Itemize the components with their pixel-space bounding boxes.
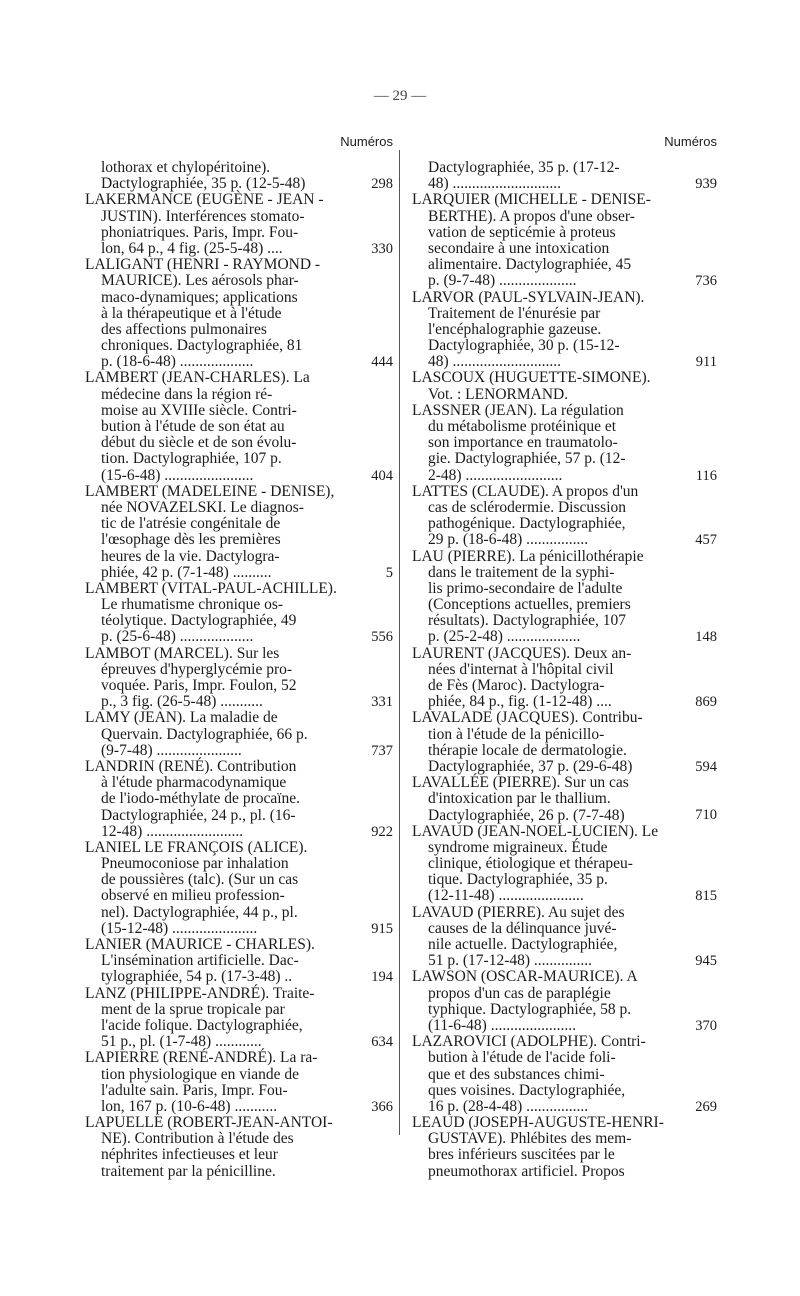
entry-text-line: nées d'internat à l'hôpital civil xyxy=(428,660,614,678)
entry-text-line: (Conceptions actuelles, premiers xyxy=(428,596,631,614)
column-divider xyxy=(399,150,400,1135)
entry-text-line: typhique. Dactylographiée, 58 p. xyxy=(428,1000,632,1018)
entry-number: 330 xyxy=(371,240,393,257)
entry-text-line: GUSTAVE). Phlébites des mem- xyxy=(428,1130,632,1148)
entry-text-line: heures de la vie. Dactylogra- xyxy=(101,547,280,565)
entry-heading-line: LAMBOT (MARCEL). Sur les xyxy=(85,644,280,662)
entry-text-line: Le rhumatisme chronique os- xyxy=(101,596,284,614)
entry-text-line: Dactylographiée, 26 p. (7-7-48) xyxy=(428,806,625,824)
entry-text-line: pathogénique. Dactylographiée, xyxy=(428,515,626,533)
entry-heading-line: LAMBERT (JEAN-CHARLES). La xyxy=(85,369,310,387)
index-entry xyxy=(85,1050,393,1115)
index-entry xyxy=(85,484,393,581)
entry-number: 945 xyxy=(695,953,717,970)
index-entry xyxy=(412,370,717,402)
entry-text-line: (15-6-48) ....................... xyxy=(101,466,254,484)
entry-text-line: observé en milieu profession- xyxy=(101,887,285,905)
entry-text-line: gie. Dactylographiée, 57 p. (12- xyxy=(428,450,626,468)
entry-text-line: l'encéphalographie gazeuse. xyxy=(428,320,602,338)
entry-heading-line: LANZ (PHILIPPE-ANDRÉ). Traite- xyxy=(85,984,315,1002)
entry-heading-line: LAZAROVICI (ADOLPHE). Contri- xyxy=(412,1033,646,1051)
entry-text-line: BERTHE). A propos d'une obser- xyxy=(428,207,635,225)
index-entry xyxy=(412,969,717,1034)
entry-text-line: début du siècle et de son évolu- xyxy=(101,434,297,452)
entry-heading-line: Dactylographiée, 35 p. (17-12- xyxy=(428,159,620,176)
entry-text-line: maco-dynamiques; applications xyxy=(101,288,298,306)
entry-number: 5 xyxy=(385,564,393,581)
entry-text-line: tylographiée, 54 p. (17-3-48) .. xyxy=(101,968,293,986)
entry-text-line: pneumothorax artificiel. Propos xyxy=(428,1162,625,1180)
entry-text-line: téolytique. Dactylographiée, 49 xyxy=(101,612,297,630)
entry-text-line: cas de sclérodermie. Discussion xyxy=(428,498,626,516)
entry-text-line: syndrome migraineux. Étude xyxy=(428,838,608,856)
entry-text-line: 2-48) ......................... xyxy=(428,466,563,484)
entry-number: 737 xyxy=(371,742,393,759)
entry-text-line: lon, 167 p. (10-6-48) ........... xyxy=(101,1097,278,1115)
entry-text-line: 12-48) ......................... xyxy=(101,822,244,840)
index-entry xyxy=(85,257,393,370)
left-column xyxy=(85,134,393,1180)
index-entry xyxy=(412,192,717,289)
index-entry xyxy=(85,646,393,711)
entry-text-line: Traitement de l'énurésie par xyxy=(428,304,601,322)
index-entry xyxy=(412,290,717,371)
entry-text-line: thérapie locale de dermatologie. xyxy=(428,741,627,759)
entry-number: 911 xyxy=(695,354,717,371)
entry-text-line: (11-6-48) ...................... xyxy=(428,1016,576,1034)
entry-text-line: que et des substances chimi- xyxy=(428,1065,605,1083)
entry-text-line: traitement par la pénicilline. xyxy=(101,1162,276,1180)
entry-text-line: p. (25-6-48) ................... xyxy=(101,628,254,646)
index-entry xyxy=(85,581,393,646)
index-entry xyxy=(85,986,393,1051)
entry-text-line: à la thérapeutique et à l'étude xyxy=(101,304,282,322)
entry-heading-line: LAURENT (JACQUES). Deux an- xyxy=(412,644,632,662)
index-entry xyxy=(412,646,717,711)
entry-text-line: de Fès (Maroc). Dactylogra- xyxy=(428,677,605,694)
entry-number: 404 xyxy=(371,467,393,484)
entry-text-line: médecine dans la région ré- xyxy=(101,385,273,403)
entry-text-line: bres inférieurs suscitées par le xyxy=(428,1146,615,1164)
entry-text-line: propos d'un cas de paraplégie xyxy=(428,984,611,1002)
entry-number: 915 xyxy=(371,920,393,937)
index-entry xyxy=(85,370,393,483)
index-entry xyxy=(412,1034,717,1115)
entry-text-line: Dactylographiée, 24 p., pl. (16- xyxy=(101,806,296,824)
index-entry xyxy=(85,710,393,759)
entry-text-line: Vot. : LENORMAND. xyxy=(428,385,569,403)
entry-number: 710 xyxy=(695,807,717,824)
entry-text-line: l'œsophage dès les premières xyxy=(101,531,281,549)
entry-text-line: causes de la délinquance juvé- xyxy=(428,919,617,937)
entry-number: 444 xyxy=(371,354,393,371)
entry-text-line: l'acide folique. Dactylographiée, xyxy=(101,1016,303,1034)
entry-text-line: p., 3 fig. (26-5-48) ........... xyxy=(101,693,263,711)
entry-text-line: 16 p. (28-4-48) ................ xyxy=(428,1097,589,1115)
index-entry xyxy=(412,160,717,192)
entry-text-line: L'insémination artificielle. Dac- xyxy=(101,952,299,970)
entry-text-line: néphrites infectieuses et leur xyxy=(101,1146,278,1164)
index-entry xyxy=(412,710,717,775)
entry-number: 594 xyxy=(695,758,717,775)
entry-text-line: p. (9-7-48) .................... xyxy=(428,272,577,290)
entry-text-line: ment de la sprue tropicale par xyxy=(101,1000,285,1018)
entry-number: 370 xyxy=(695,1017,717,1034)
entry-text-line: son importance en traumatolo- xyxy=(428,434,618,452)
entry-text-line: tion à l'étude de la pénicillo- xyxy=(428,725,605,743)
entry-number: 869 xyxy=(695,694,717,711)
index-entry xyxy=(412,905,717,970)
page-number: — 29 — xyxy=(373,88,427,104)
entry-text-line: résultats). Dactylographiée, 107 xyxy=(428,612,626,630)
index-entry xyxy=(412,549,717,646)
entry-text-line: JUSTIN). Interférences stomato- xyxy=(101,207,305,225)
index-entry xyxy=(85,840,393,937)
entry-text-line: Dactylographiée, 30 p. (15-12- xyxy=(428,337,620,355)
entry-number: 736 xyxy=(695,273,717,290)
entry-heading-line: LASSNER (JEAN). La régulation xyxy=(412,401,624,419)
entry-text-line: tion physiologique en viande de xyxy=(101,1065,300,1083)
entry-number: 298 xyxy=(371,176,393,193)
entry-text-line: tic de l'atrésie congénitale de xyxy=(101,515,281,533)
entry-number: 922 xyxy=(371,823,393,840)
entry-heading-line: LAVALLÉE (PIERRE). Sur un cas xyxy=(412,774,629,792)
entry-text-line: 48) ............................ xyxy=(428,175,562,193)
entry-text-line: bution à l'étude de l'acide foli- xyxy=(428,1049,616,1067)
entry-number: 194 xyxy=(371,969,393,986)
entry-heading-line: LAWSON (OSCAR-MAURICE). A xyxy=(412,968,638,986)
entry-number: 815 xyxy=(695,888,717,905)
right-column xyxy=(412,134,717,1180)
entry-text-line: secondaire à une intoxication xyxy=(428,239,610,257)
entry-heading-line: LANIER (MAURICE - CHARLES). xyxy=(85,936,315,953)
entry-text-line: alimentaire. Dactylographiée, 45 xyxy=(428,256,632,274)
entry-heading-line: LAMY (JEAN). La maladie de xyxy=(85,709,278,727)
entry-heading-line: LAVALADE (JACQUES). Contribu- xyxy=(412,709,643,727)
entry-number: 939 xyxy=(695,176,717,193)
entry-heading-line: LAMBERT (VITAL-PAUL-ACHILLE). xyxy=(85,579,337,597)
entry-heading-line: LAPIERRE (RENÉ-ANDRÉ). La ra- xyxy=(85,1049,318,1067)
entry-heading-line: LARQUIER (MICHELLE - DENISE- xyxy=(412,191,651,209)
entry-heading-line: lothorax et chylopéritoine). xyxy=(101,159,271,176)
entry-text-line: à l'étude pharmacodynamique xyxy=(101,774,287,792)
index-entry xyxy=(412,484,717,549)
index-entry xyxy=(412,824,717,905)
entry-text-line: (15-12-48) ...................... xyxy=(101,919,258,937)
entry-heading-line: LARVOR (PAUL-SYLVAIN-JEAN). xyxy=(412,288,645,306)
entry-text-line: d'intoxication par le thallium. xyxy=(428,790,611,808)
entry-text-line: Dactylographiée, 35 p. (12-5-48) xyxy=(101,175,306,193)
entry-number: 366 xyxy=(371,1098,393,1115)
entry-text-line: nel). Dactylographiée, 44 p., pl. xyxy=(101,903,298,921)
entry-text-line: tique. Dactylographiée, 35 p. xyxy=(428,871,608,889)
entry-text-line: née NOVAZELSKI. Le diagnos- xyxy=(101,498,304,516)
entry-text-line: phiée, 42 p. (7-1-48) .......... xyxy=(101,563,272,581)
entry-heading-line: LATTES (CLAUDE). A propos d'un xyxy=(412,482,639,500)
entry-text-line: dans le traitement de la syphi- xyxy=(428,563,615,581)
entry-text-line: Quervain. Dactylographiée, 66 p. xyxy=(101,725,308,743)
index-entry xyxy=(412,1115,717,1180)
entry-number: 148 xyxy=(695,629,717,646)
entry-heading-line: LAMBERT (MADELEINE - DENISE), xyxy=(85,482,335,500)
entry-heading-line: LAKERMANCE (EUGÈNE - JEAN - xyxy=(85,191,324,209)
entry-heading-line: LAVAUD (PIERRE). Au sujet des xyxy=(412,903,625,921)
entry-text-line: 51 p., pl. (1-7-48) ............ xyxy=(101,1033,262,1051)
entry-text-line: vation de septicémie à proteus xyxy=(428,223,616,241)
entry-text-line: lon, 64 p., 4 fig. (25-5-48) .... xyxy=(101,239,283,257)
index-entry xyxy=(85,937,393,986)
entry-number: 116 xyxy=(695,467,717,484)
index-entry xyxy=(85,192,393,257)
entry-text-line: Dactylographiée, 37 p. (29-6-48) xyxy=(428,757,633,775)
entry-text-line: NE). Contribution à l'étude des xyxy=(101,1130,294,1148)
entry-text-line: chroniques. Dactylographiée, 81 xyxy=(101,337,303,355)
entry-heading-line: LANDRIN (RENÉ). Contribution xyxy=(85,757,297,775)
entry-text-line: des affections pulmonaires xyxy=(101,320,267,338)
entry-text-line: p. (25-2-48) ................... xyxy=(428,628,581,646)
entry-text-line: (9-7-48) ...................... xyxy=(101,741,242,759)
index-entry xyxy=(412,403,717,484)
entry-heading-line: LAU (PIERRE). La pénicillothérapie xyxy=(412,547,644,565)
entry-number: 269 xyxy=(695,1098,717,1115)
entry-text-line: lis primo-secondaire de l'adulte xyxy=(428,579,623,597)
entry-text-line: 29 p. (18-6-48) ................ xyxy=(428,531,589,549)
entry-text-line: tion. Dactylographiée, 107 p. xyxy=(101,450,282,468)
entry-text-line: moise au XVIIIe siècle. Contri- xyxy=(101,401,297,419)
entry-heading-line: LAPUELLE (ROBERT-JEAN-ANTOI- xyxy=(85,1114,333,1132)
entry-heading-line: LASCOUX (HUGUETTE-SIMONE). xyxy=(412,369,651,387)
entry-text-line: du métabolisme protéinique et xyxy=(428,418,617,435)
entry-heading-line: LALIGANT (HENRI - RAYMOND - xyxy=(85,256,321,274)
column-header: Numéros xyxy=(340,134,393,149)
entry-text-line: 48) ............................ xyxy=(428,353,562,371)
entry-text-line: l'adulte sain. Paris, Impr. Fou- xyxy=(101,1081,288,1099)
entry-text-line: nile actuelle. Dactylographiée, xyxy=(428,936,618,953)
entry-text-line: voquée. Paris, Impr. Foulon, 52 xyxy=(101,677,297,694)
index-entry xyxy=(85,160,393,192)
entry-number: 457 xyxy=(695,532,717,549)
entry-text-line: (12-11-48) ...................... xyxy=(428,887,584,905)
index-entry xyxy=(412,775,717,824)
entry-number: 634 xyxy=(371,1034,393,1051)
entry-heading-line: LANIEL LE FRANÇOIS (ALICE). xyxy=(85,838,308,856)
entry-text-line: de poussières (talc). (Sur un cas xyxy=(101,871,299,889)
entry-text-line: MAURICE). Les aérosols phar- xyxy=(101,272,299,290)
entry-text-line: Pneumoconiose par inhalation xyxy=(101,855,289,873)
entry-heading-line: LEAUD (JOSEPH-AUGUSTE-HENRI- xyxy=(412,1114,664,1132)
column-header: Numéros xyxy=(664,134,717,149)
entry-number: 556 xyxy=(371,629,393,646)
index-entry xyxy=(85,1115,393,1180)
entry-text-line: 51 p. (17-12-48) ............... xyxy=(428,952,593,970)
entry-number: 331 xyxy=(371,694,393,711)
entry-text-line: phoniatriques. Paris, Impr. Fou- xyxy=(101,223,299,241)
index-entry xyxy=(85,759,393,840)
entry-text-line: phiée, 84 p., fig. (1-12-48) .... xyxy=(428,693,612,711)
entry-text-line: de l'iodo-méthylate de procaïne. xyxy=(101,790,301,808)
entry-text-line: ques voisines. Dactylographiée, xyxy=(428,1081,626,1099)
entry-heading-line: LAVAUD (JEAN-NOEL-LUCIEN). Le xyxy=(412,822,659,840)
entry-text-line: clinique, étiologique et thérapeu- xyxy=(428,855,633,873)
entry-text-line: épreuves d'hyperglycémie pro- xyxy=(101,660,293,678)
entry-text-line: bution à l'étude de son état au xyxy=(101,418,285,435)
entry-text-line: p. (18-6-48) ................... xyxy=(101,353,254,371)
